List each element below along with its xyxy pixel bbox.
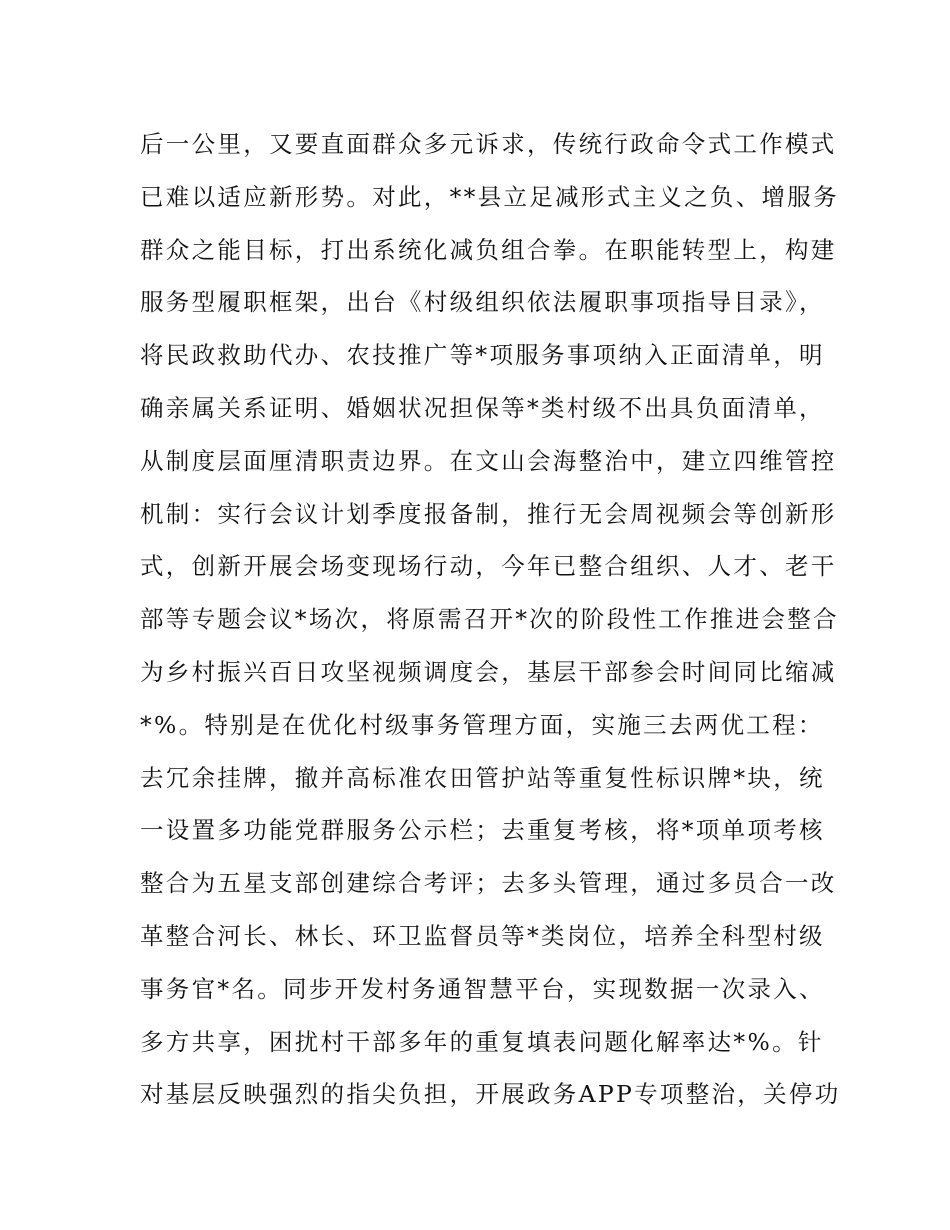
text-line: 式，创新开展会场变现场行动，今年已整合组织、人才、老干 <box>140 552 837 581</box>
text-line: 将民政救助代办、农技推广等*项服务事项纳入正面清单，明 <box>140 341 825 370</box>
text-line: 群众之能目标，打出系统化减负组合拳。在职能转型上，构建 <box>140 235 837 264</box>
text-line: *%。特别是在优化村级事务管理方面，实施三去两优工程： <box>140 710 824 739</box>
text-line: 服务型履职框架，出台《村级组织依法履职事项指导目录》， <box>140 288 825 317</box>
text-line: 一设置多功能党群服务公示栏；去重复考核，将*项单项考核 <box>140 816 825 845</box>
text-line: 机制：实行会议计划季度报备制，推行无会周视频会等创新形 <box>140 499 837 528</box>
text-line: 从制度层面厘清职责边界。在文山会海整治中，建立四维管控 <box>140 446 837 475</box>
text-line: 为乡村振兴百日攻坚视频调度会，基层干部参会时间同比缩减 <box>140 657 837 686</box>
text-line: 事务官*名。同步开发村务通智慧平台，实现数据一次录入、 <box>140 974 825 1003</box>
text-line: 已难以适应新形势。对此，**县立足减形式主义之负、增服务 <box>140 182 839 211</box>
body-paragraph <box>140 118 841 1121</box>
text-line: 整合为五星支部创建综合考评；去多头管理，通过多员合一改 <box>140 869 837 898</box>
text-line: 对基层反映强烈的指尖负担，开展政务APP专项整治，关停功 <box>140 1080 841 1109</box>
text-line: 确亲属关系证明、婚姻状况担保等*类村级不出具负面清单， <box>140 393 825 422</box>
text-line: 多方共享，困扰村干部多年的重复填表问题化解率达*%。针 <box>140 1027 824 1056</box>
text-line: 革整合河长、林长、环卫监督员等*类岗位，培养全科型村级 <box>140 921 825 950</box>
text-line: 后一公里，又要直面群众多元诉求，传统行政命令式工作模式 <box>140 130 837 158</box>
text-line: 去冗余挂牌，撤并高标准农田管护站等重复性标识牌*块，统 <box>140 763 825 792</box>
text-line: 部等专题会议*场次，将原需召开*次的阶段性工作推进会整合 <box>140 605 839 634</box>
